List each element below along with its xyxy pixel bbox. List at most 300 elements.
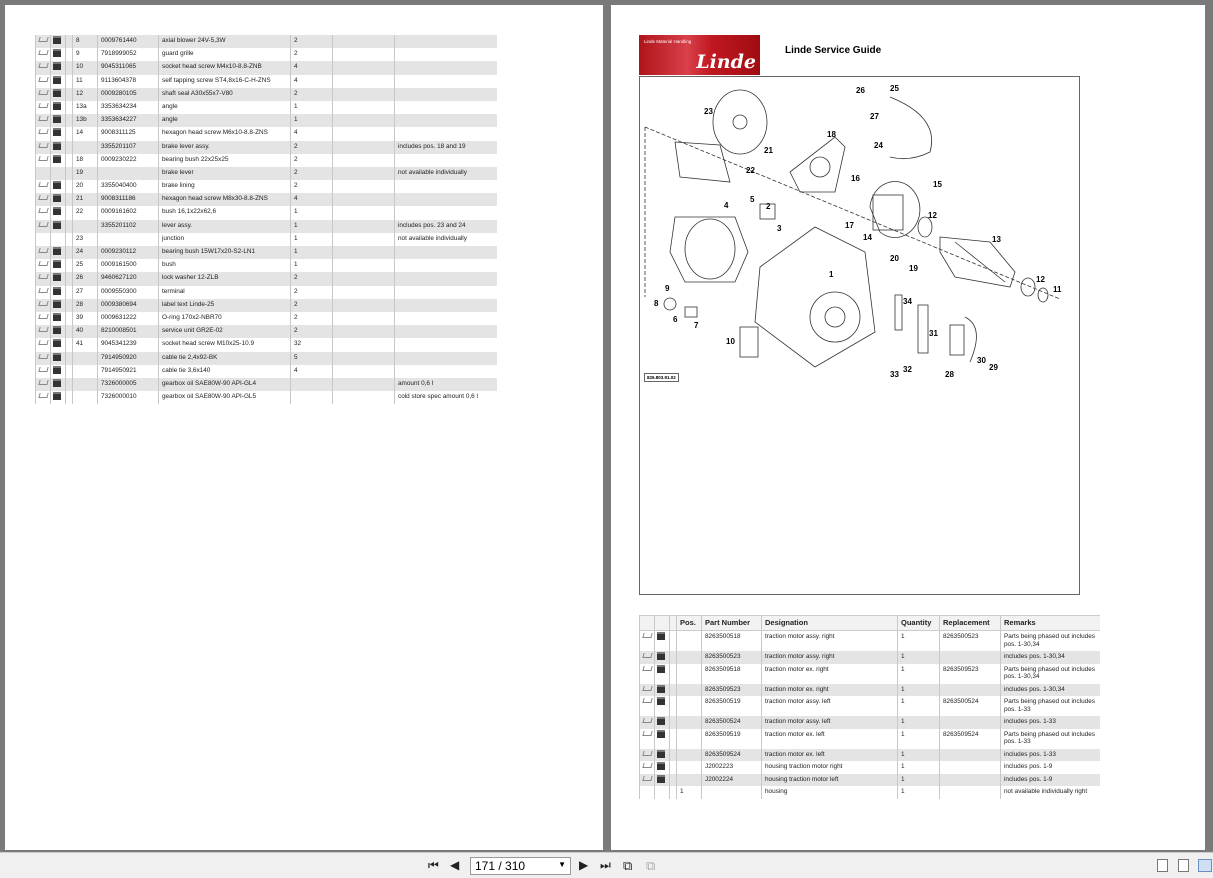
bag-icon[interactable] — [657, 697, 665, 705]
bag-cell — [655, 651, 670, 664]
cell-position: 18 — [73, 154, 98, 167]
spacer-cell — [670, 749, 677, 762]
cell-part-number: 8210008501 — [98, 325, 159, 338]
cart-icon[interactable] — [38, 392, 48, 400]
cell-designation: O-ring 170x2-NBR70 — [159, 312, 291, 325]
bag-cell — [51, 352, 66, 365]
cart-icon[interactable] — [38, 247, 48, 255]
cell-quantity: 1 — [291, 246, 333, 259]
bag-cell — [51, 259, 66, 272]
add-to-cart-cell — [36, 338, 51, 351]
bag-icon[interactable] — [53, 194, 61, 202]
cell-remarks: amount 0,6 l — [395, 378, 497, 391]
cell-part-number: 7326000005 — [98, 378, 159, 391]
cell-designation: label text Linde-25 — [159, 299, 291, 312]
cart-icon[interactable] — [642, 652, 652, 660]
spacer-cell — [66, 312, 73, 325]
add-to-cart-cell — [36, 206, 51, 219]
spacer-cell — [670, 684, 677, 697]
sync-page-icon[interactable]: ⧉ — [623, 858, 633, 873]
cell-designation: traction motor assy. left — [762, 716, 898, 729]
callout-20: 20 — [890, 254, 899, 263]
cart-icon[interactable] — [38, 102, 48, 110]
viewer-toolbar — [0, 852, 1213, 878]
bag-icon[interactable] — [657, 775, 665, 783]
cell-quantity: 1 — [898, 684, 940, 697]
cell-part-number: 9045311065 — [98, 61, 159, 74]
bag-icon[interactable] — [53, 102, 61, 110]
bag-icon[interactable] — [53, 260, 61, 268]
cell-remarks: Parts being phased out includes pos. 1-30,34 — [1001, 664, 1100, 684]
parts-table — [639, 615, 1100, 799]
bag-icon[interactable] — [657, 632, 665, 640]
add-to-cart-cell — [640, 774, 655, 787]
callout-19: 19 — [909, 264, 918, 273]
add-to-cart-cell — [640, 786, 655, 799]
table-row — [36, 127, 497, 140]
cell-replacement — [333, 312, 395, 325]
table-row — [36, 167, 497, 180]
spacer-cell — [66, 88, 73, 101]
cell-designation: angle — [159, 101, 291, 114]
cell-part-number: 0009230112 — [98, 246, 159, 259]
cell-part-number — [98, 233, 159, 246]
cell-remarks — [395, 154, 497, 167]
callout-11: 11 — [1053, 285, 1062, 294]
cart-icon[interactable] — [38, 155, 48, 163]
table-row — [640, 651, 1100, 664]
bag-icon[interactable] — [53, 366, 61, 374]
bag-cell — [51, 378, 66, 391]
first-page-icon[interactable]: ⏮ — [428, 858, 439, 872]
cell-quantity — [291, 378, 333, 391]
bag-icon[interactable] — [53, 313, 61, 321]
cell-designation: traction motor assy. right — [762, 631, 898, 652]
add-to-cart-cell — [36, 114, 51, 127]
cell-replacement — [940, 651, 1001, 664]
cell-replacement — [940, 716, 1001, 729]
cell-replacement — [333, 141, 395, 154]
cell-replacement — [333, 391, 395, 404]
table-row — [36, 338, 497, 351]
cell-quantity: 1 — [898, 786, 940, 799]
bag-icon[interactable] — [53, 76, 61, 84]
spacer-cell — [670, 774, 677, 787]
bag-icon[interactable] — [53, 155, 61, 163]
cart-icon[interactable] — [38, 181, 48, 189]
cell-position — [73, 391, 98, 404]
cell-part-number: 0009161602 — [98, 206, 159, 219]
bag-icon[interactable] — [53, 142, 61, 150]
spacer-cell — [66, 48, 73, 61]
cell-part-number: 8263509519 — [702, 729, 762, 749]
cart-icon[interactable] — [642, 775, 652, 783]
cart-icon[interactable] — [38, 128, 48, 136]
bag-icon[interactable] — [53, 207, 61, 215]
spacer-cell — [670, 631, 677, 652]
cart-icon[interactable] — [38, 207, 48, 215]
cell-replacement — [333, 325, 395, 338]
cell-part-number: 8263500524 — [702, 716, 762, 729]
bag-cell — [51, 127, 66, 140]
table-row — [36, 325, 497, 338]
bag-icon[interactable] — [657, 652, 665, 660]
cell-position: 23 — [73, 233, 98, 246]
bag-icon[interactable] — [53, 115, 61, 123]
cell-quantity: 1 — [898, 761, 940, 774]
table-row — [36, 141, 497, 154]
cell-quantity: 1 — [291, 101, 333, 114]
bag-icon[interactable] — [53, 89, 61, 97]
add-to-cart-cell — [36, 299, 51, 312]
add-to-cart-cell — [640, 631, 655, 652]
callout-5: 5 — [750, 195, 755, 204]
bag-cell — [655, 774, 670, 787]
cell-part-number: 7914950921 — [98, 365, 159, 378]
cell-part-number — [702, 786, 762, 799]
cell-part-number: 9045341239 — [98, 338, 159, 351]
callout-18: 18 — [827, 130, 836, 139]
cell-replacement — [940, 684, 1001, 697]
callout-14: 14 — [863, 233, 872, 242]
table-row — [36, 391, 497, 404]
continuous-view-icon[interactable] — [1178, 859, 1189, 872]
cell-designation: bearing bush 15W17x20-S2-LN1 — [159, 246, 291, 259]
cell-part-number: 9008311186 — [98, 193, 159, 206]
bag-icon[interactable] — [53, 339, 61, 347]
bag-cell — [655, 716, 670, 729]
bag-icon[interactable] — [657, 685, 665, 693]
bag-icon[interactable] — [53, 247, 61, 255]
cell-designation: traction motor assy. left — [762, 696, 898, 716]
diagram-reference-number: 826.803.91.02 — [644, 373, 679, 382]
cell-replacement — [333, 259, 395, 272]
cell-replacement — [333, 365, 395, 378]
spacer-cell — [670, 651, 677, 664]
cart-icon[interactable] — [38, 49, 48, 57]
cart-icon[interactable] — [38, 221, 48, 229]
bag-icon[interactable] — [657, 717, 665, 725]
cell-designation: shaft seal A30x55x7-V80 — [159, 88, 291, 101]
bag-icon[interactable] — [657, 750, 665, 758]
table-row — [36, 35, 497, 48]
bag-icon[interactable] — [53, 221, 61, 229]
cell-remarks: not available individually — [395, 167, 497, 180]
table-row — [640, 729, 1100, 749]
cell-quantity: 2 — [291, 299, 333, 312]
spacer-cell — [66, 220, 73, 233]
cell-designation: housing traction motor right — [762, 761, 898, 774]
cart-icon[interactable] — [642, 750, 652, 758]
spacer-cell — [66, 325, 73, 338]
cart-icon[interactable] — [38, 115, 48, 123]
table-row — [640, 684, 1100, 697]
cart-icon[interactable] — [38, 300, 48, 308]
bag-cell — [51, 193, 66, 206]
callout-8: 8 — [654, 299, 659, 308]
cart-icon[interactable] — [642, 697, 652, 705]
cart-icon[interactable] — [642, 762, 652, 770]
bag-icon[interactable] — [53, 128, 61, 136]
bag-icon[interactable] — [53, 392, 61, 400]
add-to-cart-cell — [36, 141, 51, 154]
bag-cell — [51, 61, 66, 74]
bag-icon[interactable] — [53, 62, 61, 70]
cell-quantity: 2 — [291, 312, 333, 325]
callout-16: 16 — [851, 174, 860, 183]
cart-icon[interactable] — [38, 287, 48, 295]
bag-cell — [51, 114, 66, 127]
callout-13: 13 — [992, 235, 1001, 244]
bag-icon[interactable] — [53, 300, 61, 308]
cell-quantity: 2 — [291, 180, 333, 193]
cell-designation: traction motor ex. right — [762, 684, 898, 697]
linde-logo — [639, 35, 760, 75]
table-row — [640, 664, 1100, 684]
cell-remarks — [395, 101, 497, 114]
add-to-cart-cell — [36, 101, 51, 114]
bag-icon[interactable] — [657, 730, 665, 738]
cart-icon[interactable] — [642, 665, 652, 673]
cell-quantity: 2 — [291, 325, 333, 338]
cart-icon[interactable] — [38, 366, 48, 374]
cell-designation: cable tie 2,4x92-BK — [159, 352, 291, 365]
cell-replacement — [333, 220, 395, 233]
table-row — [36, 101, 497, 114]
add-to-cart-cell — [640, 761, 655, 774]
cell-position: 1 — [677, 786, 702, 799]
cell-designation: gearbox oil SAE80W-90 API-GL5 — [159, 391, 291, 404]
cell-position — [677, 684, 702, 697]
cell-remarks — [395, 206, 497, 219]
spacer-cell — [66, 180, 73, 193]
left-page — [5, 5, 603, 850]
bag-cell — [655, 631, 670, 652]
previous-page-icon[interactable]: ◀ — [450, 858, 460, 872]
cell-designation: terminal — [159, 286, 291, 299]
table-row — [36, 352, 497, 365]
cell-position — [677, 716, 702, 729]
spacer-cell — [66, 338, 73, 351]
cell-remarks — [395, 338, 497, 351]
callout-34: 34 — [903, 297, 912, 306]
cart-icon[interactable] — [642, 717, 652, 725]
callout-12: 12 — [1036, 275, 1045, 284]
compare-page-icon[interactable]: ⧉ — [646, 858, 656, 873]
cell-remarks — [395, 35, 497, 48]
cell-part-number: 8263509523 — [702, 684, 762, 697]
cell-part-number: 0009631222 — [98, 312, 159, 325]
cell-remarks: not available individually right — [1001, 786, 1100, 799]
cell-replacement — [333, 101, 395, 114]
table-row — [36, 365, 497, 378]
last-page-icon[interactable]: ⏭ — [600, 858, 611, 872]
bag-icon[interactable] — [53, 287, 61, 295]
column-header: Part Number — [702, 616, 762, 631]
chevron-down-icon: ▼ — [558, 860, 566, 869]
cell-designation: lock washer 12-ZLB — [159, 272, 291, 285]
bag-icon[interactable] — [53, 326, 61, 334]
cell-position: 41 — [73, 338, 98, 351]
cart-icon[interactable] — [38, 339, 48, 347]
bag-icon[interactable] — [53, 49, 61, 57]
bag-icon[interactable] — [657, 665, 665, 673]
spacer-cell — [670, 664, 677, 684]
cell-designation: bearing bush 22x25x25 — [159, 154, 291, 167]
cell-position: 13b — [73, 114, 98, 127]
bag-icon[interactable] — [53, 181, 61, 189]
add-to-cart-cell — [36, 352, 51, 365]
bag-icon[interactable] — [53, 379, 61, 387]
logo-wordmark: Linde — [696, 51, 756, 73]
spacer-cell — [670, 729, 677, 749]
add-to-cart-cell — [36, 35, 51, 48]
cell-position: 24 — [73, 246, 98, 259]
cell-position — [73, 352, 98, 365]
bag-cell — [51, 391, 66, 404]
cell-quantity: 2 — [291, 154, 333, 167]
cell-quantity: 1 — [898, 631, 940, 652]
cell-quantity: 1 — [291, 220, 333, 233]
cell-replacement — [940, 749, 1001, 762]
cell-replacement — [333, 246, 395, 259]
cart-icon[interactable] — [38, 260, 48, 268]
cell-position: 39 — [73, 312, 98, 325]
bag-cell — [51, 220, 66, 233]
spacer-cell — [66, 286, 73, 299]
cart-icon[interactable] — [38, 194, 48, 202]
spacer-cell — [66, 233, 73, 246]
cell-replacement — [333, 180, 395, 193]
bag-cell — [51, 286, 66, 299]
callout-25: 25 — [890, 84, 899, 93]
cell-part-number: 9008311125 — [98, 127, 159, 140]
spacer-cell — [66, 141, 73, 154]
callout-30: 30 — [977, 356, 986, 365]
cell-remarks — [395, 48, 497, 61]
cell-replacement — [333, 299, 395, 312]
bag-cell — [51, 233, 66, 246]
callout-22: 22 — [746, 166, 755, 175]
callout-27: 27 — [870, 112, 879, 121]
cell-part-number: 9113604378 — [98, 75, 159, 88]
table-row — [36, 193, 497, 206]
add-to-cart-cell — [36, 246, 51, 259]
cell-remarks: includes pos. 1-30,34 — [1001, 684, 1100, 697]
cart-icon[interactable] — [642, 632, 652, 640]
cell-part-number: 3355201107 — [98, 141, 159, 154]
bag-cell — [51, 246, 66, 259]
cart-icon[interactable] — [38, 76, 48, 84]
table-row — [36, 272, 497, 285]
callout-17: 17 — [845, 221, 854, 230]
next-page-icon[interactable]: ▶ — [579, 858, 589, 872]
cart-icon[interactable] — [38, 89, 48, 97]
bag-cell — [51, 180, 66, 193]
page-number-select[interactable] — [470, 857, 571, 875]
cart-icon[interactable] — [642, 685, 652, 693]
callout-26: 26 — [856, 86, 865, 95]
cell-remarks: Parts being phased out includes pos. 1-33 — [1001, 696, 1100, 716]
cell-replacement: 8263509523 — [940, 664, 1001, 684]
cell-replacement: 8263500523 — [940, 631, 1001, 652]
cell-part-number: 8263500523 — [702, 651, 762, 664]
cart-icon[interactable] — [38, 36, 48, 44]
cell-designation: service unit GR2E-02 — [159, 325, 291, 338]
cell-quantity: 2 — [291, 167, 333, 180]
table-row — [36, 180, 497, 193]
spacer-cell — [66, 299, 73, 312]
cart-icon[interactable] — [38, 353, 48, 361]
callout-4: 4 — [724, 201, 729, 210]
cell-part-number: 7918999052 — [98, 48, 159, 61]
cart-icon[interactable] — [38, 313, 48, 321]
cell-part-number: J2002224 — [702, 774, 762, 787]
cell-quantity: 1 — [898, 774, 940, 787]
add-to-cart-cell — [640, 716, 655, 729]
cell-quantity: 2 — [291, 286, 333, 299]
column-header: Quantity — [898, 616, 940, 631]
parts-table-continued — [35, 35, 497, 404]
cell-position — [677, 651, 702, 664]
cell-designation: traction motor assy. right — [762, 651, 898, 664]
callout-3: 3 — [777, 224, 782, 233]
two-page-view-icon[interactable] — [1198, 859, 1212, 872]
single-page-view-icon[interactable] — [1157, 859, 1168, 872]
cell-remarks: includes pos. 1-9 — [1001, 761, 1100, 774]
column-header: Designation — [762, 616, 898, 631]
cell-part-number — [98, 167, 159, 180]
table-row — [36, 48, 497, 61]
add-to-cart-cell — [640, 651, 655, 664]
cart-icon[interactable] — [642, 730, 652, 738]
bag-icon[interactable] — [53, 353, 61, 361]
cell-position: 20 — [73, 180, 98, 193]
cart-icon[interactable] — [38, 142, 48, 150]
callout-28: 28 — [945, 370, 954, 379]
add-to-cart-cell — [36, 365, 51, 378]
add-to-cart-cell — [36, 272, 51, 285]
spacer-cell — [670, 716, 677, 729]
cell-quantity: 2 — [291, 141, 333, 154]
cell-part-number: 3355040400 — [98, 180, 159, 193]
add-to-cart-cell — [36, 325, 51, 338]
callout-9: 9 — [665, 284, 670, 293]
cart-icon[interactable] — [38, 379, 48, 387]
cell-remarks: Parts being phased out includes pos. 1-30,34 — [1001, 631, 1100, 652]
table-row — [640, 774, 1100, 787]
cart-icon[interactable] — [38, 273, 48, 281]
spacer-cell — [670, 696, 677, 716]
cell-quantity: 4 — [291, 75, 333, 88]
cell-part-number: 0009230222 — [98, 154, 159, 167]
cart-icon[interactable] — [38, 326, 48, 334]
cell-position: 13a — [73, 101, 98, 114]
cell-replacement — [333, 61, 395, 74]
bag-icon[interactable] — [53, 36, 61, 44]
table-row — [36, 220, 497, 233]
bag-icon[interactable] — [53, 273, 61, 281]
cell-designation: axial blower 24V-5,3W — [159, 35, 291, 48]
cart-icon[interactable] — [38, 62, 48, 70]
callout-23: 23 — [704, 107, 713, 116]
bag-icon[interactable] — [657, 762, 665, 770]
cell-remarks — [395, 365, 497, 378]
cell-position: 22 — [73, 206, 98, 219]
callout-15: 15 — [933, 180, 942, 189]
cell-designation: guard grille — [159, 48, 291, 61]
cell-remarks — [395, 325, 497, 338]
